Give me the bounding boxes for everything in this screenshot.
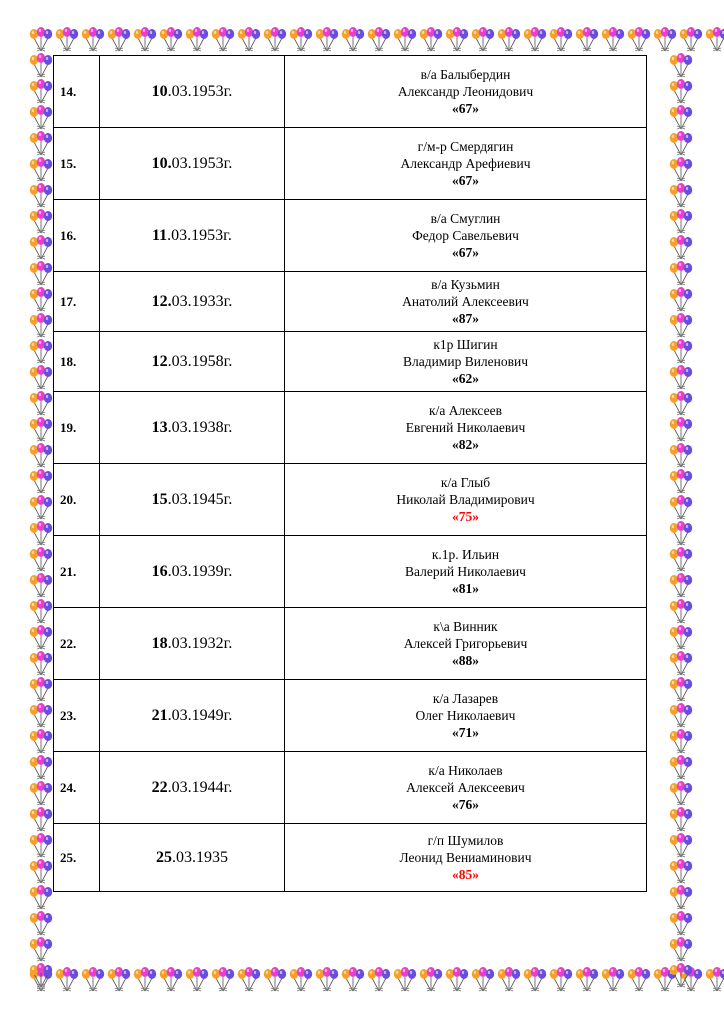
balloon-icon	[28, 728, 56, 754]
balloon-icon	[574, 26, 600, 54]
age-label: «85»	[452, 867, 479, 882]
balloon-icon	[28, 234, 56, 260]
balloon-icon	[668, 780, 696, 806]
balloon-icon	[28, 182, 56, 208]
balloon-icon	[366, 966, 392, 994]
birth-day: 15	[151, 490, 168, 508]
balloon-icon	[28, 884, 56, 910]
full-name: Николай Владимирович	[396, 492, 535, 507]
balloon-icon	[28, 936, 56, 962]
balloon-icon	[600, 966, 626, 994]
balloon-border-bottom	[28, 966, 696, 994]
age-label: «75»	[452, 509, 479, 524]
balloon-icon	[668, 130, 696, 156]
balloon-icon	[184, 26, 210, 54]
balloon-icon	[28, 52, 56, 78]
birth-date	[100, 272, 285, 332]
balloon-icon	[626, 26, 652, 54]
birth-day: 10	[151, 82, 168, 100]
balloon-icon	[262, 26, 288, 54]
balloon-icon	[28, 468, 56, 494]
birth-month-year: .03.1935	[172, 848, 228, 866]
age-label: «76»	[452, 797, 479, 812]
balloon-icon	[668, 728, 696, 754]
row-number: 23.	[54, 680, 100, 752]
birth-month-year: .03.1939г.	[167, 562, 233, 580]
table-row	[54, 608, 647, 680]
full-name: Анатолий Алексеевич	[402, 294, 529, 309]
row-number: 16.	[54, 200, 100, 272]
balloon-icon	[158, 26, 184, 54]
rank-surname: в/а Смуглин	[430, 211, 501, 226]
balloon-icon	[28, 858, 56, 884]
balloon-icon	[704, 966, 724, 994]
balloon-icon	[668, 910, 696, 936]
rank-surname: к/а Николаев	[428, 763, 503, 778]
balloon-icon	[668, 624, 696, 650]
balloon-icon	[28, 78, 56, 104]
person-cell	[285, 824, 647, 892]
balloon-icon	[668, 546, 696, 572]
table-row	[54, 272, 647, 332]
balloon-icon	[600, 26, 626, 54]
balloon-icon	[184, 966, 210, 994]
birth-month-year: .03.1944г.	[167, 778, 233, 796]
balloon-icon	[668, 468, 696, 494]
balloon-icon	[668, 858, 696, 884]
birth-date	[100, 464, 285, 536]
balloon-icon	[28, 702, 56, 728]
balloon-icon	[668, 572, 696, 598]
table-row	[54, 536, 647, 608]
balloon-icon	[210, 966, 236, 994]
table-row	[54, 56, 647, 128]
person-cell	[285, 272, 647, 332]
balloon-icon	[28, 364, 56, 390]
balloon-icon	[28, 754, 56, 780]
balloon-icon	[28, 962, 56, 988]
balloon-icon	[28, 494, 56, 520]
rank-surname: к1р Шигин	[433, 337, 498, 352]
person-cell	[285, 608, 647, 680]
balloon-icon	[668, 754, 696, 780]
age-label: «82»	[452, 437, 479, 452]
balloon-icon	[314, 966, 340, 994]
row-number: 24.	[54, 752, 100, 824]
balloon-icon	[106, 966, 132, 994]
balloon-icon	[28, 546, 56, 572]
full-name: Валерий Николаевич	[405, 564, 526, 579]
table-row	[54, 392, 647, 464]
balloon-icon	[668, 936, 696, 962]
age-label: «67»	[452, 245, 479, 260]
balloon-icon	[668, 884, 696, 910]
balloon-icon	[668, 676, 696, 702]
balloon-icon	[470, 26, 496, 54]
balloon-icon	[132, 26, 158, 54]
balloon-icon	[668, 312, 696, 338]
balloon-icon	[668, 832, 696, 858]
balloon-icon	[668, 104, 696, 130]
balloon-icon	[704, 26, 724, 54]
person-cell	[285, 332, 647, 392]
rank-surname: в/а Балыбердин	[420, 67, 511, 82]
balloon-icon	[28, 780, 56, 806]
balloon-icon	[28, 520, 56, 546]
balloon-icon	[28, 156, 56, 182]
balloon-icon	[668, 416, 696, 442]
balloon-icon	[496, 26, 522, 54]
birth-day: 10.	[151, 154, 172, 172]
balloon-icon	[418, 26, 444, 54]
balloon-icon	[28, 286, 56, 312]
age-label: «88»	[452, 653, 479, 668]
balloon-icon	[668, 494, 696, 520]
balloon-icon	[28, 624, 56, 650]
balloon-icon	[444, 966, 470, 994]
balloon-icon	[158, 966, 184, 994]
balloon-icon	[668, 182, 696, 208]
birthday-table	[53, 55, 647, 892]
balloon-icon	[28, 910, 56, 936]
rank-surname: в/а Кузьмин	[431, 277, 500, 292]
balloon-icon	[28, 312, 56, 338]
person-cell	[285, 56, 647, 128]
balloon-icon	[54, 966, 80, 994]
balloon-icon	[668, 78, 696, 104]
balloon-icon	[340, 26, 366, 54]
full-name: Алексей Алексеевич	[406, 780, 525, 795]
rank-surname: к\а Винник	[433, 619, 498, 634]
birth-month-year: .03.1949г.	[167, 706, 233, 724]
balloon-icon	[106, 26, 132, 54]
full-name: Алексей Григорьевич	[403, 636, 528, 651]
row-number: 22.	[54, 608, 100, 680]
birth-day: 21	[151, 706, 168, 724]
balloon-icon	[470, 966, 496, 994]
table-row	[54, 200, 647, 272]
balloon-icon	[496, 966, 522, 994]
balloon-icon	[678, 26, 704, 54]
balloon-icon	[262, 966, 288, 994]
birth-day: 16	[151, 562, 168, 580]
table-row	[54, 680, 647, 752]
balloon-icon	[668, 364, 696, 390]
person-cell	[285, 536, 647, 608]
table-row	[54, 128, 647, 200]
balloon-icon	[668, 442, 696, 468]
balloon-icon	[210, 26, 236, 54]
birth-date	[100, 56, 285, 128]
balloon-icon	[652, 26, 678, 54]
birth-date	[100, 332, 285, 392]
row-number: 18.	[54, 332, 100, 392]
birth-month-year: .03.1958г.	[167, 352, 233, 370]
full-name: Евгений Николаевич	[405, 420, 526, 435]
balloon-icon	[392, 966, 418, 994]
birth-day: 18	[151, 634, 168, 652]
balloon-icon	[28, 130, 56, 156]
balloon-icon	[668, 208, 696, 234]
balloon-icon	[626, 966, 652, 994]
full-name: Александр Арефиевич	[400, 156, 531, 171]
balloon-icon	[444, 26, 470, 54]
rank-surname: г/п Шумилов	[427, 833, 504, 848]
birth-month-year: .03.1938г.	[167, 418, 233, 436]
balloon-icon	[28, 260, 56, 286]
age-label: «87»	[452, 311, 479, 326]
balloon-icon	[668, 156, 696, 182]
balloon-icon	[54, 26, 80, 54]
full-name: Владимир Виленович	[402, 354, 529, 369]
table-row	[54, 752, 647, 824]
balloon-icon	[668, 338, 696, 364]
birth-day: 12.	[151, 292, 172, 310]
table-row	[54, 824, 647, 892]
balloon-icon	[28, 572, 56, 598]
balloon-icon	[668, 598, 696, 624]
balloon-icon	[28, 806, 56, 832]
row-number: 20.	[54, 464, 100, 536]
birth-date	[100, 824, 285, 892]
balloon-icon	[340, 966, 366, 994]
balloon-icon	[288, 966, 314, 994]
full-name: Федор Савельевич	[412, 228, 519, 243]
person-cell	[285, 752, 647, 824]
balloon-icon	[288, 26, 314, 54]
balloon-icon	[668, 260, 696, 286]
balloon-icon	[574, 966, 600, 994]
person-cell	[285, 680, 647, 752]
birth-day: 25	[156, 848, 172, 866]
balloon-icon	[668, 806, 696, 832]
birth-date	[100, 200, 285, 272]
age-label: «67»	[452, 101, 479, 116]
balloon-icon	[80, 966, 106, 994]
row-number: 25.	[54, 824, 100, 892]
birth-date	[100, 680, 285, 752]
balloon-icon	[668, 702, 696, 728]
birth-day: 13	[151, 418, 168, 436]
balloon-icon	[28, 832, 56, 858]
balloon-icon	[366, 26, 392, 54]
balloon-icon	[28, 442, 56, 468]
person-cell	[285, 200, 647, 272]
balloon-icon	[132, 966, 158, 994]
birth-month-year: .03.1945г.	[167, 490, 233, 508]
balloon-icon	[668, 286, 696, 312]
balloon-border-top	[28, 26, 696, 54]
row-number: 15.	[54, 128, 100, 200]
age-label: «71»	[452, 725, 479, 740]
balloon-icon	[28, 390, 56, 416]
birth-month-year: 03.1933г.	[171, 292, 233, 310]
balloon-icon	[668, 520, 696, 546]
balloon-icon	[418, 966, 444, 994]
rank-surname: к/а Алексеев	[429, 403, 502, 418]
full-name: Александр Леонидович	[397, 84, 534, 99]
balloon-border-left	[28, 52, 56, 968]
birth-month-year: .03.1953г.	[167, 226, 232, 244]
balloon-icon	[28, 208, 56, 234]
balloon-icon	[668, 962, 696, 988]
person-cell	[285, 392, 647, 464]
rank-surname: к.1р. Ильин	[431, 547, 500, 562]
table-row	[54, 332, 647, 392]
row-number: 21.	[54, 536, 100, 608]
birth-date	[100, 536, 285, 608]
row-number: 14.	[54, 56, 100, 128]
full-name: Леонид Вениаминович	[399, 850, 532, 865]
birth-month-year: .03.1953г.	[167, 82, 233, 100]
balloon-icon	[28, 26, 54, 54]
rank-surname: г/м-р Смердягин	[417, 139, 514, 154]
birth-date	[100, 752, 285, 824]
birth-date	[100, 608, 285, 680]
birth-day: 12	[151, 352, 168, 370]
row-number: 19.	[54, 392, 100, 464]
birth-month-year: 03.1953г.	[171, 154, 233, 172]
rank-surname: к/а Глыб	[440, 475, 491, 490]
age-label: «81»	[452, 581, 479, 596]
balloon-icon	[522, 966, 548, 994]
balloon-icon	[80, 26, 106, 54]
balloon-icon	[668, 234, 696, 260]
balloon-icon	[548, 26, 574, 54]
balloon-icon	[548, 966, 574, 994]
balloon-border-right	[668, 52, 696, 968]
balloon-icon	[392, 26, 418, 54]
balloon-icon	[28, 416, 56, 442]
table-row	[54, 464, 647, 536]
birth-date	[100, 392, 285, 464]
person-cell	[285, 128, 647, 200]
birth-day: 11	[152, 226, 168, 244]
rank-surname: к/а Лазарев	[432, 691, 499, 706]
balloon-icon	[28, 650, 56, 676]
balloon-icon	[28, 676, 56, 702]
person-cell	[285, 464, 647, 536]
balloon-icon	[28, 104, 56, 130]
age-label: «62»	[452, 371, 479, 386]
balloon-icon	[28, 598, 56, 624]
balloon-icon	[314, 26, 340, 54]
balloon-icon	[668, 390, 696, 416]
age-label: «67»	[452, 173, 479, 188]
balloon-icon	[522, 26, 548, 54]
birth-month-year: .03.1932г.	[167, 634, 233, 652]
balloon-icon	[668, 650, 696, 676]
balloon-icon	[28, 338, 56, 364]
row-number: 17.	[54, 272, 100, 332]
full-name: Олег Николаевич	[415, 708, 516, 723]
balloon-icon	[668, 52, 696, 78]
birth-date	[100, 128, 285, 200]
birth-day: 22	[151, 778, 168, 796]
balloon-icon	[236, 26, 262, 54]
balloon-icon	[236, 966, 262, 994]
